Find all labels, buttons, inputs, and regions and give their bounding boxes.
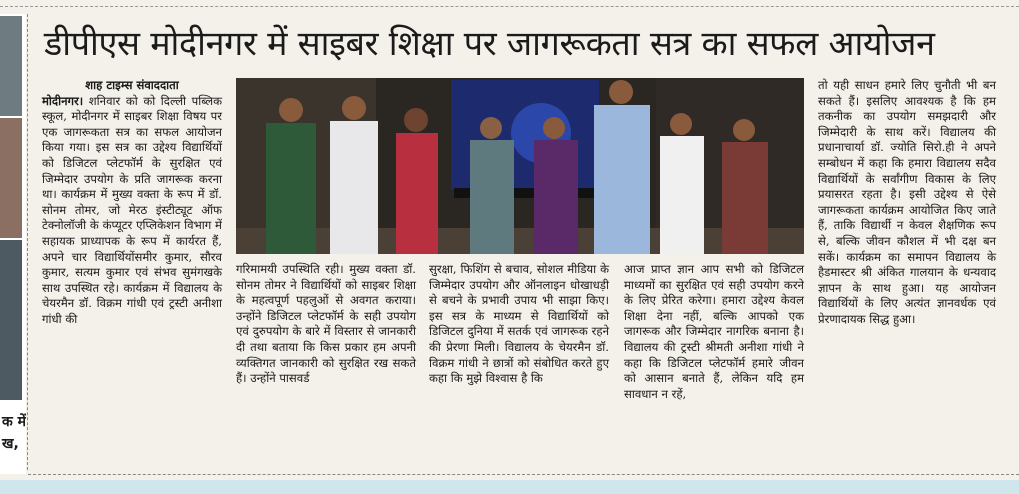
byline: शाह टाइम्स संवाददाता [85,78,179,92]
top-rule [0,6,1019,7]
adjacent-photo [0,118,22,238]
body-text: तो यही साधन हमारे लिए चुनौती भी बन सकते हैं। इसलिए आवश्यक है कि हम तकनीक का उपयोग समझदारी और जिम्मेदारी के साथ करें। विद्यालय की प्रधानाचार्या डॉ. ज्योति सिरो.ही ने अपने सम्बोधन में कहा कि हमारा विद्यालय सदैव विद्यार्थियों के सर्वांगीण विकास के लिए प्रयासरत रहता है। इसी उद्देश्य से ऐसे जागरूकता कार्यक्रम आयोजित किए जाते हैं, ताकि विद्यार्थी न केवल शैक्षणिक रूप से, बल्कि जीवन कौशल में भी दक्ष बन सकें। कार्यक्रम का समापन विद्यालय के हैडमास्टर श्री अंकित गालयान के धन्यवाद ज्ञापन के साथ हुआ। यह आयोजन विद्यार्थियों के लिए अत्यंत ज्ञानवर्धक एवं प्रेरणादायक सिद्ध हुआ। [818,78,996,326]
column-rule [27,14,28,470]
event-photo [236,78,804,254]
adjacent-article-strip [0,14,26,474]
adjacent-photo [0,240,22,400]
article-column-1 [42,78,222,328]
bottom-rule [28,474,1019,475]
body-text: सुरक्षा, फिशिंग से बचाव, सोशल मीडिया के जिम्मेदार उपयोग और ऑनलाइन धोखाधड़ी से बचने के प्रभावी उपाय भी साझा किए। इस सत्र के माध्यम से विद्यार्थियों को डिजिटल दुनिया में सतर्क एवं जागरूक रहने की प्रेरणा मिली। विद्यालय के चेयरमैन डॉ. विक्रम गांधी ने छात्रों को संबोधित करते हुए कहा कि मुझे विश्वास है कि [429,262,609,386]
adjacent-text: ख, [2,436,19,452]
article-column-4 [624,262,804,402]
adjacent-photo [0,16,22,116]
article-column-5 [818,78,996,328]
body-text: गरिमामयी उपस्थिति रही। मुख्य वक्ता डॉ. सोनम तोमर ने विद्यार्थियों को साइबर शिक्षा के महत्वपूर्ण पहलुओं से अवगत कराया। उन्होंने डिजिटल प्लेटफॉर्म के सही उपयोग एवं दुरुपयोग के बारे में विस्तार से जानकारी दी तथा बताया कि किस प्रकार हम अपनी व्यक्तिगत जानकारी को सुरक्षित रख सकते हैं। उन्होंने पासवर्ड [236,262,416,386]
adjacent-text: क में [2,414,26,430]
dateline: मोदीनगर। [42,93,84,108]
next-article-band [0,480,1019,494]
body-text: आज प्राप्त ज्ञान आप सभी को डिजिटल माध्यमों का सुरक्षित एवं सही उपयोग करने के लिए प्रेरित करेगा। हमारा उद्देश्य केवल शिक्षा देना नहीं, बल्कि आपको एक जागरूक और जिम्मेदार नागरिक बनाना है। विद्यालय की ट्रस्टी श्रीमती अनीशा गांधी ने कहा कि डिजिटल प्लेटफॉर्म हमारे जीवन को आसान बनाते हैं, लेकिन यदि हम सावधान न रहें, [624,262,804,401]
article-column-2 [236,262,416,387]
headline: डीपीएस मोदीनगर में साइबर शिक्षा पर जागरूकता सत्र का सफल आयोजन [44,24,935,64]
body-text: शनिवार को को दिल्ली पब्लिक स्कूल, मोदीनगर में साइबर शिक्षा विषय पर एक जागरूकता सत्र का सफल आयोजन किया गया। इस सत्र का उद्देश्य विद्यार्थियों को डिजिटल प्लेटफॉर्म के सुरक्षित एवं जिम्मेदार उपयोग के प्रति जागरूक करना था। कार्यक्रम में मुख्य वक्ता के रूप में डॉ. सोनम तोमर, जो मेरठ इंस्टीट्यूट ऑफ टेक्नोलॉजी के कंप्यूटर एप्लिकेशन विभाग में सहायक प्राध्यापक के रूप में कार्यरत हैं, अपने चार विद्यार्थियोंसमीर कुमार, सौरव कुमार, सत्यम कुमार एवं संभव सुमंगखके साथ उपस्थित रहे। कार्यक्रम में विद्यालय के चेयरमैन डॉ. विक्रम गांधी एवं ट्रस्टी अनीशा गांधी की [42,93,222,326]
article-column-3 [429,262,609,387]
